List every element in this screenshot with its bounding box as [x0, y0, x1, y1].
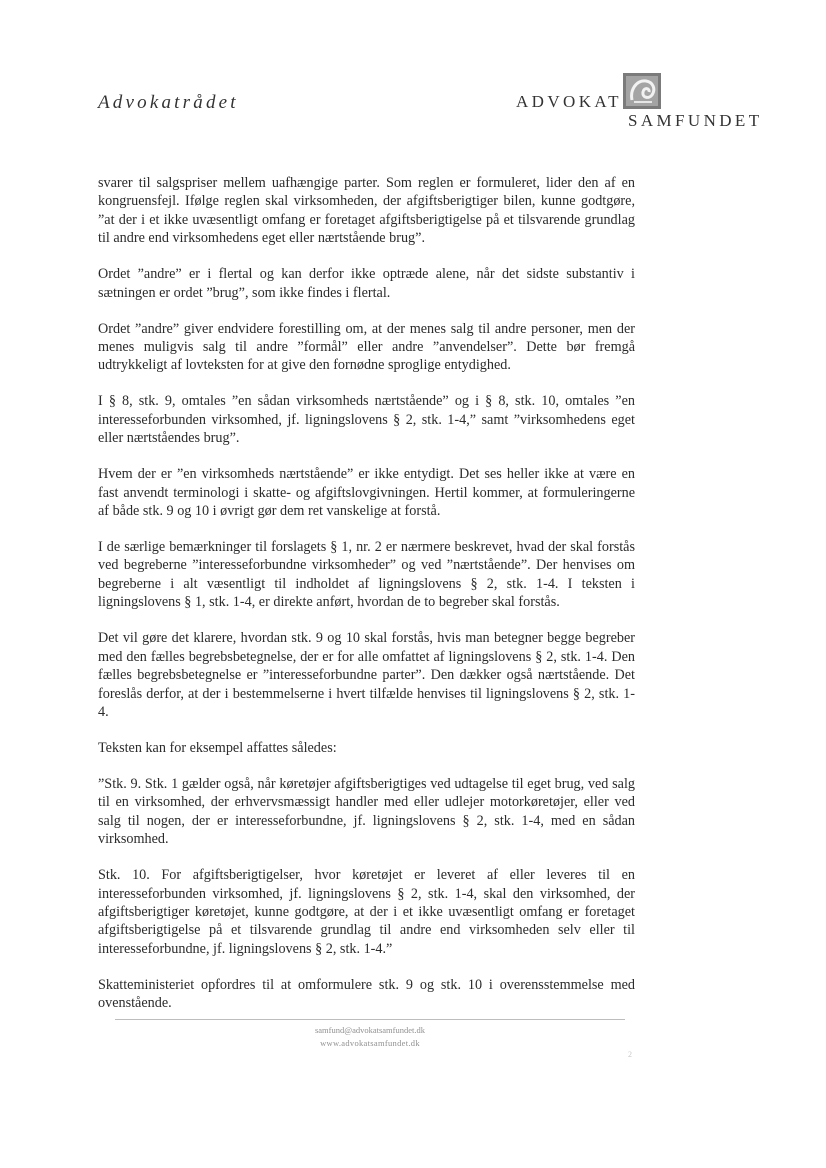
paragraph: I § 8, stk. 9, omtales ”en sådan virksomheds nærtstående” og i § 8, stk. 10, omtales ”en interesseforbunden virksomhed, jf. ligningslovens § 2, stk. 1-4,” samt ”virksomhedens eget eller nærtståendes brug”.	[98, 393, 635, 447]
paragraph: Stk. 10. For afgiftsberigtigelser, hvor køretøjet er leveret af eller leveres til en interesseforbunden virksomhed, jf. ligningslovens § 2, stk. 1-4, skal den virksomhed, der afgiftsberigtiger køretøjet, kunne godtgøre, at der i et ikke uvæsentligt omfang er foretaget afgiftsberigtigelse på et tilsvarende grundlag til andre end virksomheden selv eller til interesseforbundne, jf. ligningslovens § 2, stk. 1-4.”	[98, 867, 635, 957]
footer-website: www.advokatsamfundet.dk	[320, 1038, 420, 1048]
paragraph: Skatteministeriet opfordres til at omformulere stk. 9 og stk. 10 i overensstemmelse med ovenstående.	[98, 976, 635, 1012]
logo-text-advokat: ADVOKAT	[516, 92, 622, 111]
paragraph: Teksten kan for eksempel affattes således:	[98, 739, 337, 756]
header-left-title: Advokatrådet	[98, 92, 239, 113]
paragraph: svarer til salgspriser mellem uafhængige parter. Som reglen er formuleret, lider den af en kongruensfejl. Ifølge reglen skal virksomheden, der afgiftsberigtiger bilen, kunne godtgøre, ”at der i et ikke uvæsentligt omfang er foretaget afgiftsberigtigelse på et tilsvarende grundlag til andre end virksomhedens eget eller nærtstående brug”.	[98, 175, 635, 247]
paragraph: I de særlige bemærkninger til forslagets § 1, nr. 2 er nærmere beskrevet, hvad der skal forstås ved begreberne ”interesseforbundne virksomheder” og ved ”nærtstående”. Der henvises om begreberne i alt væsentligt til indholdet af ligningslovens § 2, stk. 1-4. I teksten i ligningslovens § 1, stk. 1-4, er direkte anført, hvordan de to begreber skal forstås.	[98, 539, 635, 611]
paragraph: Ordet ”andre” er i flertal og kan derfor ikke optræde alene, når det sidste substantiv i sætningen er ordet ”brug”, som ikke findes i flertal.	[98, 266, 635, 301]
logo-emblem-icon	[622, 72, 662, 110]
logo-text-samfundet: SAMFUNDET	[628, 111, 763, 130]
document-body	[98, 174, 635, 1030]
footer-email: samfund@advokatsamfundet.dk	[314, 1025, 426, 1035]
paragraph: Det vil gøre det klarere, hvordan stk. 9 og 10 skal forstås, hvis man betegner begge begreber med den fælles begrebsbetegnelse, der er for alle omfattet af ligningslovens § 2, stk. 1-4. Den fælles begrebsbetegnelse er ”interesseforbundne parter”. Den dækker også nærtstående. Det foreslås derfor, at der i bestemmelserne i hvert tilfælde henvises til ligningslovens § 2, stk. 1-4.	[98, 630, 635, 720]
page-number: 2	[628, 1050, 632, 1059]
paragraph: ”Stk. 9. Stk. 1 gælder også, når køretøjer afgiftsberigtiges ved udtagelse til eget brug, ved salg til en virksomhed, der erhvervsmæssigt handler med eller udlejer motorkøretøjer, eller ved salg til nogen, der er interesseforbundne, jf. ligningslovens § 2, stk. 1-4, med en sådan virksomhed.	[98, 775, 635, 848]
paragraph: Hvem der er ”en virksomheds nærtstående” er ikke entydigt. Det ses heller ikke at være en fast anvendt terminologi i skatte- og afgiftslovgivningen. Hertil kommer, at formuleringerne af både stk. 9 og 10 i øvrigt gør dem ret vanskelige at forstå.	[98, 466, 635, 520]
advokatsamfundet-logo	[516, 72, 776, 132]
footer-divider	[115, 1019, 625, 1020]
paragraph: Ordet ”andre” giver endvidere forestilling om, at der menes salg til andre personer, men der menes muligvis salg til andre ”formål” eller andre ”anvendelser”. Dette bør fremgå udtrykkeligt af lovteksten for at give den fornødne sproglige entydighed.	[98, 320, 635, 374]
